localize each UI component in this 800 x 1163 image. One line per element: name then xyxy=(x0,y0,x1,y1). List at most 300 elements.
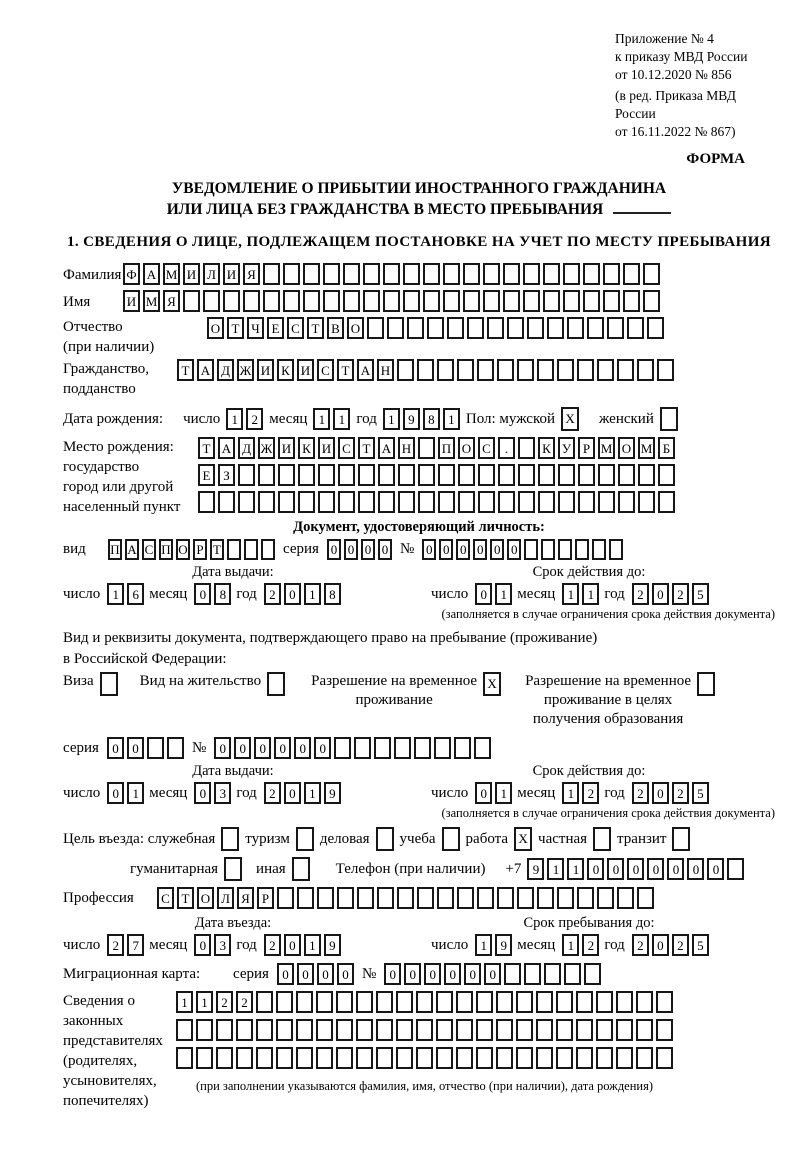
char-cell[interactable] xyxy=(536,1019,553,1041)
char-cell[interactable]: 0 xyxy=(327,539,341,560)
char-cell[interactable]: 0 xyxy=(707,858,724,880)
char-cell[interactable] xyxy=(354,737,371,759)
char-cell[interactable]: Т xyxy=(177,887,194,909)
char-cell[interactable]: 1 xyxy=(443,408,460,430)
char-cell[interactable]: Л xyxy=(203,263,220,285)
profession-input[interactable] xyxy=(157,887,654,909)
char-cell[interactable]: Ж xyxy=(237,359,254,381)
char-cell[interactable] xyxy=(558,464,575,486)
char-cell[interactable]: 0 xyxy=(456,539,470,560)
char-cell[interactable]: 0 xyxy=(404,963,421,985)
char-cell[interactable]: 0 xyxy=(422,539,436,560)
char-cell[interactable] xyxy=(244,539,258,560)
char-cell[interactable] xyxy=(538,464,555,486)
char-cell[interactable] xyxy=(543,290,560,312)
char-cell[interactable] xyxy=(356,1019,373,1041)
char-cell[interactable] xyxy=(414,737,431,759)
char-cell[interactable] xyxy=(387,317,404,339)
char-cell[interactable] xyxy=(538,491,555,513)
char-cell[interactable] xyxy=(176,1019,193,1041)
char-cell[interactable] xyxy=(557,887,574,909)
char-cell[interactable] xyxy=(256,1047,273,1069)
char-cell[interactable] xyxy=(418,464,435,486)
char-cell[interactable] xyxy=(458,464,475,486)
char-cell[interactable]: О xyxy=(207,317,224,339)
char-cell[interactable] xyxy=(383,290,400,312)
char-cell[interactable] xyxy=(374,737,391,759)
char-cell[interactable]: Я xyxy=(243,263,260,285)
char-cell[interactable] xyxy=(597,359,614,381)
char-cell[interactable] xyxy=(296,1019,313,1041)
char-cell[interactable] xyxy=(498,491,515,513)
char-cell[interactable] xyxy=(356,1047,373,1069)
patronymic-input[interactable] xyxy=(207,317,664,339)
char-cell[interactable]: И xyxy=(123,290,140,312)
char-cell[interactable] xyxy=(338,491,355,513)
char-cell[interactable]: 7 xyxy=(127,934,144,956)
char-cell[interactable]: 8 xyxy=(423,408,440,430)
char-cell[interactable] xyxy=(476,1019,493,1041)
phone-input[interactable] xyxy=(527,858,744,880)
char-cell[interactable] xyxy=(476,991,493,1013)
char-cell[interactable] xyxy=(397,359,414,381)
char-cell[interactable]: Т xyxy=(337,359,354,381)
char-cell[interactable] xyxy=(477,359,494,381)
char-cell[interactable] xyxy=(592,539,606,560)
char-cell[interactable]: С xyxy=(142,539,156,560)
char-cell[interactable]: 2 xyxy=(632,934,649,956)
char-cell[interactable]: 1 xyxy=(313,408,330,430)
char-cell[interactable] xyxy=(578,464,595,486)
issue-year-input[interactable] xyxy=(264,583,341,605)
char-cell[interactable] xyxy=(556,991,573,1013)
char-cell[interactable] xyxy=(336,1019,353,1041)
char-cell[interactable] xyxy=(323,263,340,285)
char-cell[interactable]: 2 xyxy=(632,583,649,605)
char-cell[interactable] xyxy=(367,317,384,339)
purpose-work-checkbox[interactable]: X xyxy=(514,827,532,851)
char-cell[interactable] xyxy=(576,991,593,1013)
char-cell[interactable] xyxy=(398,491,415,513)
doc-number-input[interactable] xyxy=(422,539,623,560)
char-cell[interactable]: 0 xyxy=(194,934,211,956)
char-cell[interactable] xyxy=(598,464,615,486)
char-cell[interactable] xyxy=(496,1019,513,1041)
char-cell[interactable] xyxy=(336,1047,353,1069)
char-cell[interactable] xyxy=(598,491,615,513)
purpose-private-checkbox[interactable] xyxy=(593,827,611,851)
char-cell[interactable]: 0 xyxy=(378,539,392,560)
char-cell[interactable] xyxy=(167,737,184,759)
purpose-official-checkbox[interactable] xyxy=(221,827,239,851)
doc-series-input[interactable] xyxy=(327,539,392,560)
char-cell[interactable]: 8 xyxy=(324,583,341,605)
char-cell[interactable] xyxy=(576,1019,593,1041)
char-cell[interactable] xyxy=(537,887,554,909)
valid-day-input[interactable] xyxy=(475,583,512,605)
char-cell[interactable]: . xyxy=(498,437,515,459)
char-cell[interactable] xyxy=(478,464,495,486)
char-cell[interactable]: Т xyxy=(307,317,324,339)
char-cell[interactable]: А xyxy=(143,263,160,285)
char-cell[interactable] xyxy=(596,1047,613,1069)
char-cell[interactable] xyxy=(298,464,315,486)
char-cell[interactable] xyxy=(436,1019,453,1041)
char-cell[interactable] xyxy=(463,263,480,285)
name-input[interactable] xyxy=(123,290,660,312)
char-cell[interactable]: 0 xyxy=(444,963,461,985)
char-cell[interactable]: А xyxy=(378,437,395,459)
char-cell[interactable] xyxy=(416,1019,433,1041)
char-cell[interactable]: 2 xyxy=(632,782,649,804)
char-cell[interactable] xyxy=(196,1019,213,1041)
char-cell[interactable]: 1 xyxy=(383,408,400,430)
char-cell[interactable] xyxy=(523,263,540,285)
char-cell[interactable]: 1 xyxy=(547,858,564,880)
char-cell[interactable] xyxy=(638,464,655,486)
char-cell[interactable] xyxy=(456,1019,473,1041)
char-cell[interactable] xyxy=(298,491,315,513)
char-cell[interactable]: 0 xyxy=(384,963,401,985)
char-cell[interactable]: Р xyxy=(193,539,207,560)
char-cell[interactable] xyxy=(338,464,355,486)
residence-issue-year-input[interactable] xyxy=(264,782,341,804)
char-cell[interactable]: 0 xyxy=(337,963,354,985)
birth-day-input[interactable] xyxy=(226,408,263,430)
char-cell[interactable] xyxy=(478,491,495,513)
char-cell[interactable]: 1 xyxy=(304,782,321,804)
char-cell[interactable] xyxy=(517,359,534,381)
char-cell[interactable] xyxy=(436,991,453,1013)
char-cell[interactable]: 0 xyxy=(687,858,704,880)
char-cell[interactable] xyxy=(423,290,440,312)
char-cell[interactable] xyxy=(518,437,535,459)
char-cell[interactable]: 2 xyxy=(107,934,124,956)
purpose-other-checkbox[interactable] xyxy=(292,857,310,881)
char-cell[interactable]: З xyxy=(218,464,235,486)
char-cell[interactable] xyxy=(618,491,635,513)
migration-number-input[interactable] xyxy=(384,963,601,985)
birth-place-line-2[interactable] xyxy=(198,464,675,486)
char-cell[interactable] xyxy=(463,290,480,312)
char-cell[interactable]: 0 xyxy=(314,737,331,759)
char-cell[interactable] xyxy=(497,359,514,381)
issue-month-input[interactable] xyxy=(194,583,231,605)
char-cell[interactable] xyxy=(616,991,633,1013)
char-cell[interactable]: 1 xyxy=(304,583,321,605)
char-cell[interactable]: 9 xyxy=(495,934,512,956)
char-cell[interactable] xyxy=(498,464,515,486)
char-cell[interactable]: 0 xyxy=(652,583,669,605)
char-cell[interactable] xyxy=(474,737,491,759)
char-cell[interactable] xyxy=(558,491,575,513)
char-cell[interactable] xyxy=(218,491,235,513)
char-cell[interactable]: Д xyxy=(217,359,234,381)
sex-male-checkbox[interactable]: X xyxy=(561,407,579,431)
char-cell[interactable]: Р xyxy=(578,437,595,459)
char-cell[interactable] xyxy=(416,1047,433,1069)
char-cell[interactable] xyxy=(417,359,434,381)
char-cell[interactable] xyxy=(656,1019,673,1041)
char-cell[interactable]: 1 xyxy=(562,583,579,605)
char-cell[interactable] xyxy=(343,263,360,285)
char-cell[interactable] xyxy=(556,1047,573,1069)
purpose-humanitarian-checkbox[interactable] xyxy=(224,857,242,881)
char-cell[interactable] xyxy=(417,887,434,909)
stay-day-input[interactable] xyxy=(475,934,512,956)
char-cell[interactable]: 0 xyxy=(317,963,334,985)
char-cell[interactable] xyxy=(503,263,520,285)
char-cell[interactable] xyxy=(316,1047,333,1069)
char-cell[interactable] xyxy=(541,539,555,560)
char-cell[interactable] xyxy=(496,991,513,1013)
char-cell[interactable] xyxy=(577,887,594,909)
char-cell[interactable]: 0 xyxy=(284,934,301,956)
char-cell[interactable] xyxy=(637,359,654,381)
char-cell[interactable]: Е xyxy=(267,317,284,339)
char-cell[interactable] xyxy=(623,290,640,312)
char-cell[interactable] xyxy=(378,491,395,513)
char-cell[interactable]: Ж xyxy=(258,437,275,459)
char-cell[interactable] xyxy=(483,290,500,312)
char-cell[interactable] xyxy=(363,290,380,312)
char-cell[interactable]: Б xyxy=(658,437,675,459)
char-cell[interactable] xyxy=(343,290,360,312)
char-cell[interactable] xyxy=(584,963,601,985)
char-cell[interactable] xyxy=(457,359,474,381)
char-cell[interactable]: 0 xyxy=(127,737,144,759)
char-cell[interactable]: 0 xyxy=(284,583,301,605)
char-cell[interactable]: 1 xyxy=(475,934,492,956)
char-cell[interactable] xyxy=(483,263,500,285)
residence-issue-month-input[interactable] xyxy=(194,782,231,804)
char-cell[interactable]: 0 xyxy=(194,583,211,605)
char-cell[interactable] xyxy=(227,539,241,560)
char-cell[interactable] xyxy=(616,1047,633,1069)
char-cell[interactable]: 9 xyxy=(527,858,544,880)
char-cell[interactable] xyxy=(623,263,640,285)
char-cell[interactable] xyxy=(358,464,375,486)
char-cell[interactable] xyxy=(376,1019,393,1041)
char-cell[interactable]: 0 xyxy=(424,963,441,985)
char-cell[interactable]: 5 xyxy=(692,934,709,956)
char-cell[interactable]: А xyxy=(357,359,374,381)
char-cell[interactable] xyxy=(263,290,280,312)
birth-month-input[interactable] xyxy=(313,408,350,430)
char-cell[interactable] xyxy=(567,317,584,339)
char-cell[interactable] xyxy=(316,1019,333,1041)
char-cell[interactable] xyxy=(578,491,595,513)
purpose-tourism-checkbox[interactable] xyxy=(296,827,314,851)
char-cell[interactable] xyxy=(507,317,524,339)
char-cell[interactable] xyxy=(636,991,653,1013)
char-cell[interactable] xyxy=(176,1047,193,1069)
representatives-line-1[interactable] xyxy=(176,991,673,1013)
char-cell[interactable] xyxy=(575,539,589,560)
char-cell[interactable]: Н xyxy=(398,437,415,459)
char-cell[interactable]: 2 xyxy=(672,782,689,804)
migration-series-input[interactable] xyxy=(277,963,354,985)
char-cell[interactable] xyxy=(603,290,620,312)
purpose-study-checkbox[interactable] xyxy=(442,827,460,851)
char-cell[interactable] xyxy=(437,887,454,909)
char-cell[interactable] xyxy=(277,887,294,909)
char-cell[interactable] xyxy=(261,539,275,560)
char-cell[interactable] xyxy=(496,1047,513,1069)
char-cell[interactable] xyxy=(297,887,314,909)
char-cell[interactable] xyxy=(296,1047,313,1069)
char-cell[interactable] xyxy=(524,539,538,560)
char-cell[interactable]: 0 xyxy=(652,934,669,956)
residence-valid-day-input[interactable] xyxy=(475,782,512,804)
char-cell[interactable] xyxy=(476,1047,493,1069)
char-cell[interactable]: К xyxy=(277,359,294,381)
residence-valid-month-input[interactable] xyxy=(562,782,599,804)
representatives-line-3[interactable] xyxy=(176,1047,673,1069)
char-cell[interactable] xyxy=(487,317,504,339)
char-cell[interactable]: Е xyxy=(198,464,215,486)
char-cell[interactable] xyxy=(643,263,660,285)
char-cell[interactable]: 0 xyxy=(284,782,301,804)
char-cell[interactable] xyxy=(536,991,553,1013)
char-cell[interactable]: 0 xyxy=(107,737,124,759)
char-cell[interactable] xyxy=(407,317,424,339)
char-cell[interactable]: 9 xyxy=(403,408,420,430)
char-cell[interactable]: А xyxy=(218,437,235,459)
char-cell[interactable]: О xyxy=(458,437,475,459)
char-cell[interactable] xyxy=(603,263,620,285)
char-cell[interactable] xyxy=(418,491,435,513)
char-cell[interactable]: Ч xyxy=(247,317,264,339)
char-cell[interactable]: 0 xyxy=(507,539,521,560)
char-cell[interactable]: 1 xyxy=(562,934,579,956)
char-cell[interactable]: 5 xyxy=(692,782,709,804)
char-cell[interactable] xyxy=(616,1019,633,1041)
char-cell[interactable]: 1 xyxy=(226,408,243,430)
char-cell[interactable] xyxy=(447,317,464,339)
char-cell[interactable] xyxy=(216,1019,233,1041)
char-cell[interactable]: 0 xyxy=(297,963,314,985)
char-cell[interactable] xyxy=(618,464,635,486)
char-cell[interactable] xyxy=(238,464,255,486)
char-cell[interactable] xyxy=(203,290,220,312)
char-cell[interactable] xyxy=(434,737,451,759)
char-cell[interactable]: 0 xyxy=(607,858,624,880)
char-cell[interactable]: У xyxy=(558,437,575,459)
char-cell[interactable]: И xyxy=(318,437,335,459)
char-cell[interactable] xyxy=(443,263,460,285)
char-cell[interactable] xyxy=(587,317,604,339)
char-cell[interactable] xyxy=(636,1047,653,1069)
char-cell[interactable]: Т xyxy=(198,437,215,459)
char-cell[interactable] xyxy=(524,963,541,985)
char-cell[interactable] xyxy=(558,539,572,560)
char-cell[interactable] xyxy=(276,991,293,1013)
char-cell[interactable] xyxy=(283,263,300,285)
char-cell[interactable] xyxy=(516,1047,533,1069)
char-cell[interactable]: 0 xyxy=(194,782,211,804)
char-cell[interactable] xyxy=(438,464,455,486)
char-cell[interactable]: И xyxy=(297,359,314,381)
char-cell[interactable] xyxy=(396,1019,413,1041)
char-cell[interactable]: 2 xyxy=(582,934,599,956)
char-cell[interactable]: 2 xyxy=(236,991,253,1013)
residence-permit-checkbox[interactable] xyxy=(267,672,285,696)
char-cell[interactable] xyxy=(637,887,654,909)
char-cell[interactable]: 1 xyxy=(567,858,584,880)
char-cell[interactable]: 1 xyxy=(196,991,213,1013)
char-cell[interactable]: И xyxy=(183,263,200,285)
char-cell[interactable]: 0 xyxy=(294,737,311,759)
char-cell[interactable] xyxy=(183,290,200,312)
char-cell[interactable] xyxy=(278,464,295,486)
char-cell[interactable] xyxy=(418,437,435,459)
birth-place-line-3[interactable] xyxy=(198,491,675,513)
char-cell[interactable] xyxy=(656,1047,673,1069)
char-cell[interactable] xyxy=(236,1019,253,1041)
char-cell[interactable]: 1 xyxy=(304,934,321,956)
char-cell[interactable] xyxy=(537,359,554,381)
char-cell[interactable]: 0 xyxy=(490,539,504,560)
char-cell[interactable] xyxy=(556,1019,573,1041)
char-cell[interactable]: 2 xyxy=(582,782,599,804)
char-cell[interactable]: М xyxy=(143,290,160,312)
surname-input[interactable] xyxy=(123,263,660,285)
valid-year-input[interactable] xyxy=(632,583,709,605)
char-cell[interactable] xyxy=(636,1019,653,1041)
char-cell[interactable]: Т xyxy=(227,317,244,339)
char-cell[interactable]: 0 xyxy=(234,737,251,759)
char-cell[interactable] xyxy=(547,317,564,339)
char-cell[interactable] xyxy=(516,1019,533,1041)
char-cell[interactable] xyxy=(397,887,414,909)
char-cell[interactable] xyxy=(583,290,600,312)
char-cell[interactable]: 1 xyxy=(582,583,599,605)
char-cell[interactable] xyxy=(398,464,415,486)
char-cell[interactable] xyxy=(356,991,373,1013)
char-cell[interactable]: 3 xyxy=(214,934,231,956)
char-cell[interactable] xyxy=(358,491,375,513)
char-cell[interactable]: П xyxy=(438,437,455,459)
char-cell[interactable] xyxy=(377,887,394,909)
char-cell[interactable] xyxy=(518,491,535,513)
char-cell[interactable]: 9 xyxy=(324,934,341,956)
char-cell[interactable]: 2 xyxy=(672,583,689,605)
visa-checkbox[interactable] xyxy=(100,672,118,696)
char-cell[interactable]: Т xyxy=(358,437,375,459)
char-cell[interactable]: О xyxy=(197,887,214,909)
char-cell[interactable]: 8 xyxy=(214,583,231,605)
char-cell[interactable] xyxy=(258,464,275,486)
char-cell[interactable]: П xyxy=(159,539,173,560)
char-cell[interactable]: 0 xyxy=(484,963,501,985)
char-cell[interactable] xyxy=(216,1047,233,1069)
char-cell[interactable] xyxy=(658,491,675,513)
char-cell[interactable] xyxy=(334,737,351,759)
char-cell[interactable] xyxy=(563,290,580,312)
char-cell[interactable]: 3 xyxy=(214,782,231,804)
entry-month-input[interactable] xyxy=(194,934,231,956)
char-cell[interactable]: 0 xyxy=(344,539,358,560)
char-cell[interactable]: 0 xyxy=(652,782,669,804)
char-cell[interactable]: 0 xyxy=(475,583,492,605)
valid-month-input[interactable] xyxy=(562,583,599,605)
residence-series-input[interactable] xyxy=(107,737,184,759)
char-cell[interactable] xyxy=(658,464,675,486)
char-cell[interactable] xyxy=(403,263,420,285)
char-cell[interactable] xyxy=(583,263,600,285)
char-cell[interactable] xyxy=(454,737,471,759)
